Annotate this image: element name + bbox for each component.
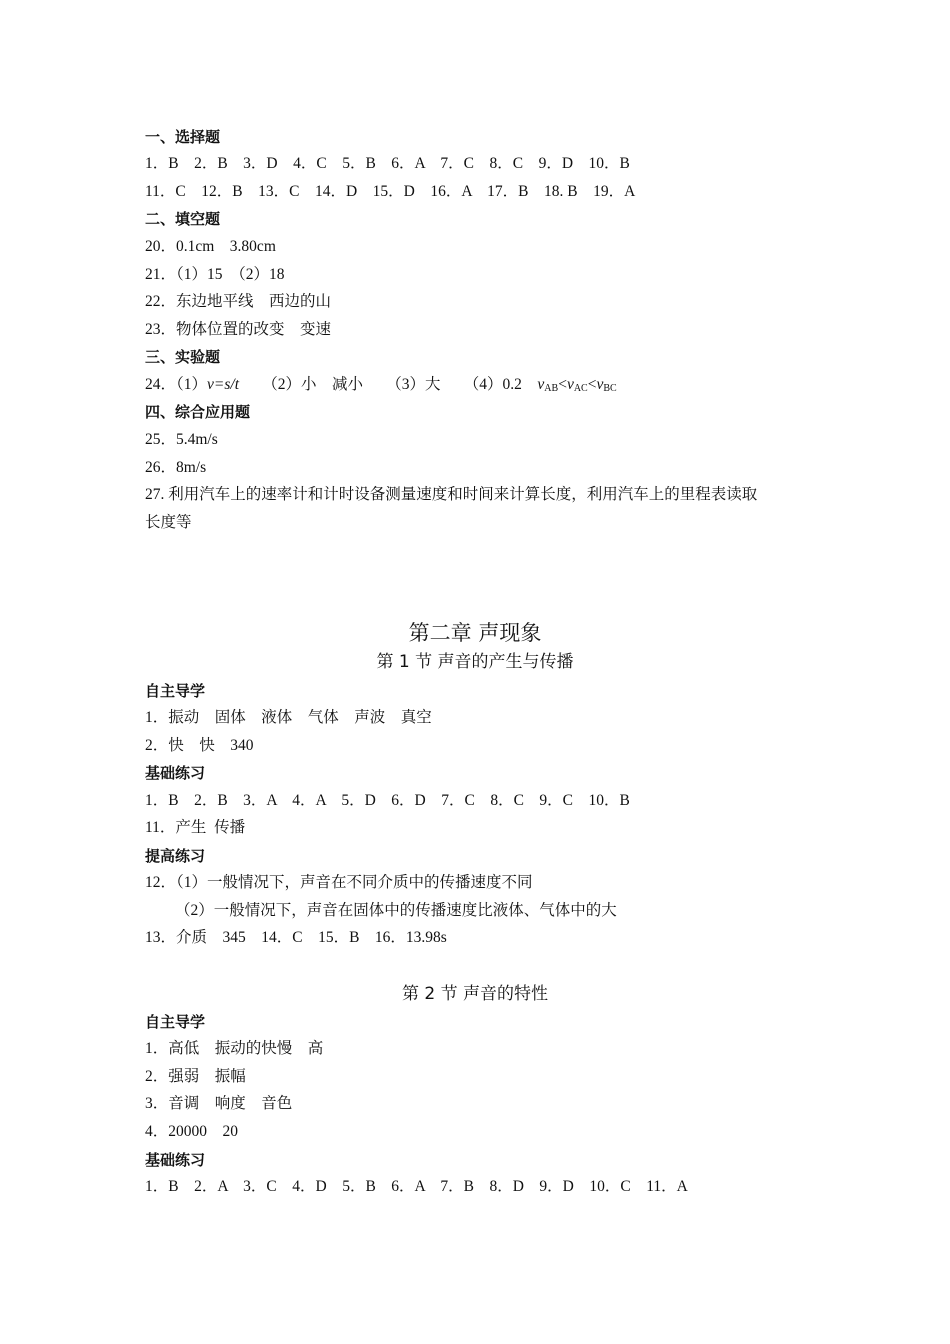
answer-line: 23．物体位置的改变 变速: [145, 321, 332, 338]
answer-line: 1．振动 固体 液体 气体 声波 真空: [145, 709, 432, 726]
answer-line: 长度等: [145, 514, 192, 531]
answer-line: 21．（1）15 （2）18: [145, 266, 285, 283]
answer-line: 25．5.4m/s: [145, 431, 218, 448]
answer-line: 1．B 2．B 3．A 4．A 5．D 6．D 7．C 8．C 9．C 10．B: [145, 792, 630, 809]
chapter-title: 第二章 声现象: [408, 621, 542, 645]
answer-line: 12．（1）一般情况下，声音在不同介质中的传播速度不同: [145, 874, 533, 891]
heading-basic: 基础练习: [145, 764, 206, 782]
answer-line: 22．东边地平线 西边的山: [145, 293, 332, 310]
heading-fill: 二、填空题: [145, 210, 221, 228]
heading-self-study: 自主导学: [145, 1013, 206, 1031]
heading-application: 四、综合应用题: [145, 403, 251, 421]
answer-line-24: 24．（1）v=s/t （2）小 减小 （3）大 （4）0.2 $v_{AB}<v_{AC}<v_{BC}$: [145, 376, 617, 394]
answer-line: 13．介质 345 14．C 15．B 16．13.98s: [145, 929, 447, 946]
heading-self-study: 自主导学: [145, 682, 206, 700]
answer-line: 20．0.1cm 3.80cm: [145, 238, 276, 255]
answer-line: 1．B 2．B 3．D 4．C 5．B 6．A 7．C 8．C 9．D 10．B: [145, 155, 630, 172]
answer-line: 11．产生 传播: [145, 819, 246, 836]
heading-experiment: 三、实验题: [145, 348, 221, 366]
answer-line: 3．音调 响度 音色: [145, 1095, 293, 1112]
answer-line: 4．20000 20: [145, 1123, 239, 1140]
answer-line: 1．B 2．A 3．C 4．D 5．B 6．A 7．B 8．D 9．D 10．C 11．A: [145, 1178, 688, 1195]
heading-advanced: 提高练习: [145, 847, 206, 865]
answer-line: 11．C 12．B 13．C 14．D 15．D 16．A 17．B 18. B 19．A: [145, 183, 636, 200]
answer-line: 27. 利用汽车上的速率计和计时设备测量速度和时间来计算长度，利用汽车上的里程表读取: [145, 486, 758, 503]
answer-line: 2．快 快 340: [145, 737, 254, 754]
answer-line: （2）一般情况下，声音在固体中的传播速度比液体、气体中的大: [175, 902, 617, 919]
section-title: 第 2 节 声音的特性: [401, 984, 549, 1004]
section-title: 第 1 节 声音的产生与传播: [376, 652, 574, 672]
answer-line: 26．8m/s: [145, 459, 207, 476]
answer-line: 2．强弱 振幅: [145, 1068, 246, 1085]
answer-line: 1．高低 振动的快慢 高: [145, 1040, 324, 1057]
heading-basic: 基础练习: [145, 1151, 206, 1169]
heading-choice: 一、选择题: [145, 128, 221, 146]
